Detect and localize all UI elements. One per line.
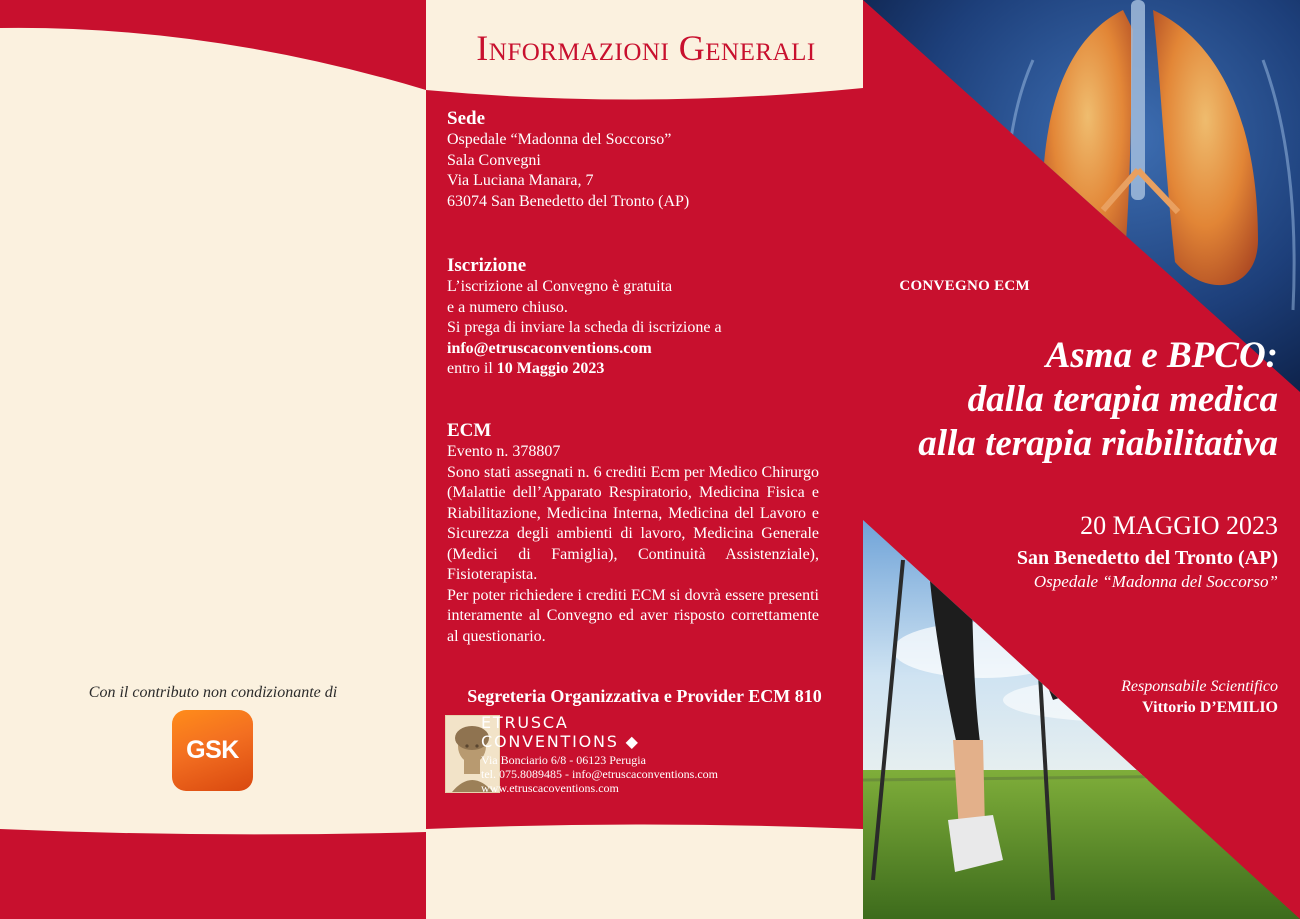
deadline-date: 10 Maggio 2023: [496, 360, 605, 377]
sede-line: 63074 San Benedetto del Tronto (AP): [447, 192, 690, 210]
event-date: 20 MAGGIO 2023: [1080, 511, 1278, 540]
event-headline: [918, 334, 1278, 466]
segreteria-contact: tel. 075.8089485 - info@etruscaconventions.com: [481, 767, 718, 781]
sede-line: Ospedale “Madonna del Soccorso”: [447, 131, 672, 148]
logo-name-line: ETRUSCA: [481, 713, 569, 732]
segreteria-web[interactable]: www.etruscacoventions.com: [481, 781, 619, 795]
responsible-name: Vittorio D’EMILIO: [1142, 699, 1278, 716]
gsk-logo: GSK: [172, 710, 253, 791]
event-hospital: Ospedale “Madonna del Soccorso”: [1033, 572, 1278, 591]
ecm-block: [447, 442, 819, 647]
left-panel: [0, 0, 426, 919]
ecm-body: Sono stati assegnati n. 6 crediti Ecm per Medico Chirurgo (Malattie dell’Apparato Respiratorio, Medicina Fisica e Riabilitazione, Medicina Interna, Medicina del Lavoro e Sicurezza degli ambienti di lavoro, Medicina Generale (Medici di Famiglia), Continuità Assistenziale), Fisioterapista.: [447, 463, 819, 583]
event-type: CONVEGNO ECM: [899, 278, 1030, 294]
middle-panel: [426, 0, 863, 919]
iscrizione-line: Si prega di inviare la scheda di iscrizione a: [447, 319, 722, 336]
sede-line: Sala Convegni: [447, 151, 541, 169]
logo-name-line: CONVENTIONS ◆: [481, 732, 640, 751]
ecm-event: Evento n. 378807: [447, 443, 561, 460]
page-title: Informazioni Generali: [476, 28, 816, 68]
iscrizione-block: [447, 277, 722, 380]
headline-line: Asma e BPCO:: [1045, 335, 1278, 376]
iscrizione-line: e a numero chiuso.: [447, 298, 568, 316]
headline-line: alla terapia riabilitativa: [918, 423, 1278, 464]
segreteria-heading: Segreteria Organizzativa e Provider ECM 810: [467, 686, 822, 706]
sede-heading: Sede: [447, 108, 485, 129]
responsible-label: Responsabile Scientifico: [1121, 678, 1278, 695]
segreteria-contacts: [481, 753, 718, 795]
iscrizione-heading: Iscrizione: [447, 255, 527, 276]
headline-line: dalla terapia medica: [967, 379, 1278, 420]
email-link[interactable]: info@etruscaconventions.com: [447, 339, 652, 357]
ecm-body: Per poter richiedere i crediti ECM si dovrà essere presenti interamente al Convegno ed aver risposto correttamente al questionario.: [447, 586, 819, 645]
ecm-heading: ECM: [447, 420, 492, 441]
segreteria-address: Via Bonciario 6/8 - 06123 Perugia: [481, 753, 646, 767]
event-city: San Benedetto del Tronto (AP): [1016, 547, 1278, 569]
sede-line: Via Luciana Manara, 7: [447, 172, 594, 189]
iscrizione-line: L’iscrizione al Convegno è gratuita: [447, 278, 673, 295]
sponsor-text: Con il contributo non condizionante di: [88, 684, 338, 701]
deadline-prefix: entro il: [447, 360, 497, 377]
right-panel: [863, 0, 1300, 919]
sede-block: [447, 130, 689, 212]
